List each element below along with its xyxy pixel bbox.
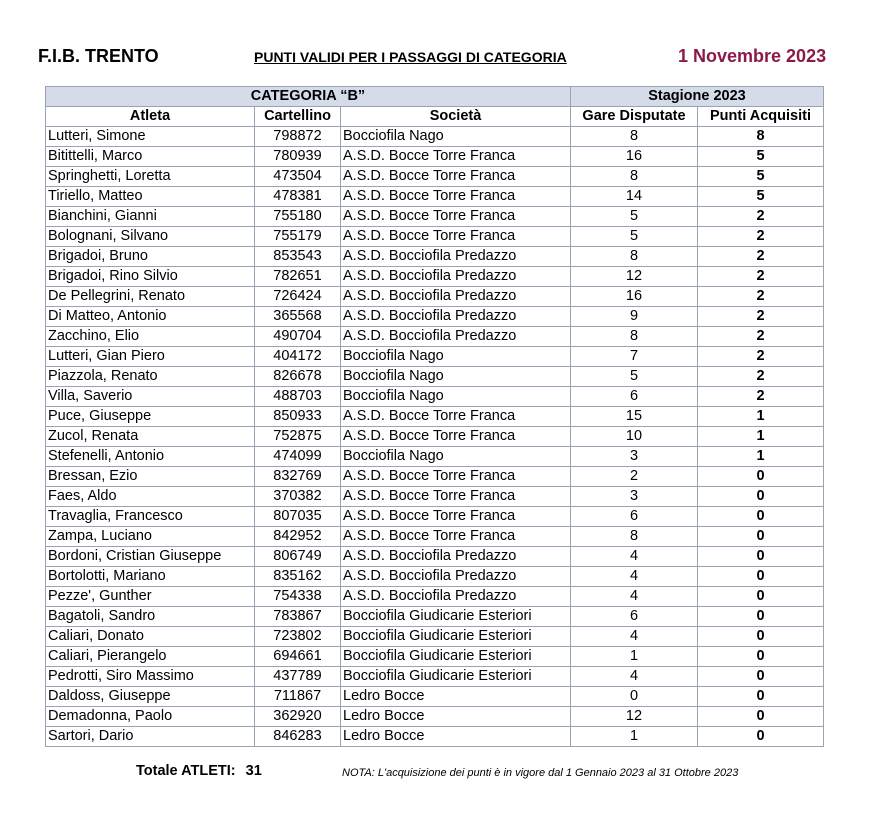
table-row	[46, 647, 824, 667]
points-acquired: 2	[698, 327, 824, 347]
club-name: Ledro Bocce	[341, 707, 571, 727]
games-played: 4	[571, 627, 698, 647]
athlete-name: Zampa, Luciano	[46, 527, 255, 547]
games-played: 16	[571, 147, 698, 167]
club-name: Ledro Bocce	[341, 727, 571, 747]
points-acquired: 2	[698, 287, 824, 307]
games-played: 6	[571, 387, 698, 407]
athlete-name: Travaglia, Francesco	[46, 507, 255, 527]
table-row	[46, 307, 824, 327]
athlete-name: Tiriello, Matteo	[46, 187, 255, 207]
table-row	[46, 607, 824, 627]
card-number: 490704	[255, 327, 341, 347]
games-played: 1	[571, 727, 698, 747]
points-acquired: 2	[698, 207, 824, 227]
games-played: 6	[571, 607, 698, 627]
points-acquired: 0	[698, 547, 824, 567]
games-played: 8	[571, 247, 698, 267]
games-played: 15	[571, 407, 698, 427]
athlete-name: Pezze', Gunther	[46, 587, 255, 607]
table-row	[46, 187, 824, 207]
games-played: 7	[571, 347, 698, 367]
points-acquired: 0	[698, 607, 824, 627]
games-played: 0	[571, 687, 698, 707]
athlete-name: Bolognani, Silvano	[46, 227, 255, 247]
column-header-punti: Punti Acquisiti	[698, 107, 824, 127]
document-date: 1 Novembre 2023	[678, 46, 827, 66]
season-header: Stagione 2023	[571, 87, 824, 107]
card-number: 694661	[255, 647, 341, 667]
table-row	[46, 507, 824, 527]
athlete-name: Lutteri, Gian Piero	[46, 347, 255, 367]
club-name: Bocciofila Giudicarie Esteriori	[341, 647, 571, 667]
club-name: Bocciofila Nago	[341, 347, 571, 367]
total-label: Totale ATLETI:	[136, 763, 236, 779]
club-name: A.S.D. Bocce Torre Franca	[341, 207, 571, 227]
games-played: 3	[571, 487, 698, 507]
club-name: A.S.D. Bocciofila Predazzo	[341, 247, 571, 267]
table-row	[46, 547, 824, 567]
athlete-name: Brigadoi, Rino Silvio	[46, 267, 255, 287]
points-acquired: 0	[698, 567, 824, 587]
card-number: 798872	[255, 127, 341, 147]
column-header-gare: Gare Disputate	[571, 107, 698, 127]
club-name: A.S.D. Bocce Torre Franca	[341, 147, 571, 167]
club-name: Bocciofila Nago	[341, 447, 571, 467]
card-number: 806749	[255, 547, 341, 567]
card-number: 473504	[255, 167, 341, 187]
athletes-table	[45, 86, 824, 747]
club-name: A.S.D. Bocce Torre Franca	[341, 227, 571, 247]
card-number: 362920	[255, 707, 341, 727]
athlete-name: De Pellegrini, Renato	[46, 287, 255, 307]
table-row	[46, 687, 824, 707]
footnote: NOTA: L'acquisizione dei punti è in vigore dal 1 Gennaio 2023 al 31 Ottobre 2023	[342, 767, 739, 779]
club-name: A.S.D. Bocciofila Predazzo	[341, 567, 571, 587]
points-acquired: 0	[698, 707, 824, 727]
card-number: 723802	[255, 627, 341, 647]
club-name: A.S.D. Bocciofila Predazzo	[341, 307, 571, 327]
athlete-name: Daldoss, Giuseppe	[46, 687, 255, 707]
card-number: 711867	[255, 687, 341, 707]
card-number: 853543	[255, 247, 341, 267]
athlete-name: Faes, Aldo	[46, 487, 255, 507]
points-acquired: 0	[698, 487, 824, 507]
table-row	[46, 247, 824, 267]
games-played: 16	[571, 287, 698, 307]
card-number: 437789	[255, 667, 341, 687]
games-played: 5	[571, 207, 698, 227]
club-name: Bocciofila Giudicarie Esteriori	[341, 627, 571, 647]
table-row	[46, 467, 824, 487]
table-row	[46, 427, 824, 447]
card-number: 726424	[255, 287, 341, 307]
table-row	[46, 167, 824, 187]
table-row	[46, 667, 824, 687]
table-row	[46, 347, 824, 367]
card-number: 370382	[255, 487, 341, 507]
points-acquired: 2	[698, 387, 824, 407]
card-number: 755179	[255, 227, 341, 247]
table-row	[46, 627, 824, 647]
points-acquired: 2	[698, 307, 824, 327]
club-name: A.S.D. Bocciofila Predazzo	[341, 287, 571, 307]
athlete-name: Caliari, Donato	[46, 627, 255, 647]
points-acquired: 2	[698, 367, 824, 387]
column-header-atleta: Atleta	[46, 107, 255, 127]
games-played: 4	[571, 587, 698, 607]
document-subject: PUNTI VALIDI PER I PASSAGGI DI CATEGORIA	[254, 49, 567, 65]
points-acquired: 5	[698, 167, 824, 187]
points-acquired: 2	[698, 247, 824, 267]
athlete-name: Zacchino, Elio	[46, 327, 255, 347]
athlete-name: Pedrotti, Siro Massimo	[46, 667, 255, 687]
club-name: A.S.D. Bocce Torre Franca	[341, 527, 571, 547]
games-played: 4	[571, 547, 698, 567]
athlete-name: Bortolotti, Mariano	[46, 567, 255, 587]
points-acquired: 0	[698, 627, 824, 647]
card-number: 755180	[255, 207, 341, 227]
games-played: 12	[571, 267, 698, 287]
card-number: 842952	[255, 527, 341, 547]
club-name: A.S.D. Bocce Torre Franca	[341, 427, 571, 447]
card-number: 780939	[255, 147, 341, 167]
card-number: 365568	[255, 307, 341, 327]
table-row	[46, 707, 824, 727]
table-row	[46, 407, 824, 427]
club-name: A.S.D. Bocciofila Predazzo	[341, 547, 571, 567]
club-name: A.S.D. Bocciofila Predazzo	[341, 587, 571, 607]
table-row	[46, 227, 824, 247]
points-acquired: 0	[698, 507, 824, 527]
club-name: A.S.D. Bocciofila Predazzo	[341, 267, 571, 287]
card-number: 404172	[255, 347, 341, 367]
column-header-cartellino: Cartellino	[255, 107, 341, 127]
points-acquired: 1	[698, 447, 824, 467]
athlete-name: Bitittelli, Marco	[46, 147, 255, 167]
table-row	[46, 147, 824, 167]
table-row	[46, 447, 824, 467]
club-name: Bocciofila Giudicarie Esteriori	[341, 607, 571, 627]
games-played: 8	[571, 327, 698, 347]
table-row	[46, 387, 824, 407]
athlete-name: Bianchini, Gianni	[46, 207, 255, 227]
games-played: 4	[571, 567, 698, 587]
athlete-name: Piazzola, Renato	[46, 367, 255, 387]
table-row	[46, 127, 824, 147]
points-acquired: 8	[698, 127, 824, 147]
club-name: A.S.D. Bocciofila Predazzo	[341, 327, 571, 347]
table-row	[46, 287, 824, 307]
category-header: CATEGORIA “B”	[46, 87, 571, 107]
points-acquired: 1	[698, 427, 824, 447]
card-number: 754338	[255, 587, 341, 607]
points-acquired: 2	[698, 347, 824, 367]
total-value: 31	[245, 763, 262, 779]
column-header-societa: Società	[341, 107, 571, 127]
card-number: 783867	[255, 607, 341, 627]
club-name: A.S.D. Bocce Torre Franca	[341, 507, 571, 527]
athlete-name: Demadonna, Paolo	[46, 707, 255, 727]
club-name: Ledro Bocce	[341, 687, 571, 707]
points-acquired: 0	[698, 687, 824, 707]
table-row	[46, 207, 824, 227]
table-body	[46, 127, 824, 747]
card-number: 832769	[255, 467, 341, 487]
points-acquired: 2	[698, 267, 824, 287]
games-played: 8	[571, 167, 698, 187]
table-row	[46, 727, 824, 747]
points-acquired: 0	[698, 587, 824, 607]
card-number: 846283	[255, 727, 341, 747]
table-row	[46, 487, 824, 507]
card-number: 488703	[255, 387, 341, 407]
table-row	[46, 527, 824, 547]
organization-title: F.I.B. TRENTO	[38, 46, 159, 66]
games-played: 6	[571, 507, 698, 527]
games-played: 9	[571, 307, 698, 327]
club-name: A.S.D. Bocce Torre Franca	[341, 467, 571, 487]
games-played: 4	[571, 667, 698, 687]
table-row	[46, 587, 824, 607]
card-number: 850933	[255, 407, 341, 427]
games-played: 1	[571, 647, 698, 667]
card-number: 782651	[255, 267, 341, 287]
club-name: Bocciofila Nago	[341, 387, 571, 407]
club-name: A.S.D. Bocce Torre Franca	[341, 487, 571, 507]
athlete-name: Di Matteo, Antonio	[46, 307, 255, 327]
athlete-name: Sartori, Dario	[46, 727, 255, 747]
athlete-name: Bagatoli, Sandro	[46, 607, 255, 627]
athlete-name: Villa, Saverio	[46, 387, 255, 407]
games-played: 5	[571, 227, 698, 247]
athlete-name: Bordoni, Cristian Giuseppe	[46, 547, 255, 567]
athlete-name: Zucol, Renata	[46, 427, 255, 447]
card-number: 835162	[255, 567, 341, 587]
athlete-name: Caliari, Pierangelo	[46, 647, 255, 667]
card-number: 474099	[255, 447, 341, 467]
points-acquired: 5	[698, 187, 824, 207]
games-played: 2	[571, 467, 698, 487]
games-played: 10	[571, 427, 698, 447]
points-acquired: 1	[698, 407, 824, 427]
points-acquired: 2	[698, 227, 824, 247]
club-name: Bocciofila Nago	[341, 367, 571, 387]
games-played: 8	[571, 127, 698, 147]
points-acquired: 0	[698, 727, 824, 747]
points-acquired: 5	[698, 147, 824, 167]
table-row	[46, 327, 824, 347]
club-name: Bocciofila Nago	[341, 127, 571, 147]
games-played: 5	[571, 367, 698, 387]
athlete-name: Brigadoi, Bruno	[46, 247, 255, 267]
games-played: 3	[571, 447, 698, 467]
athlete-name: Stefenelli, Antonio	[46, 447, 255, 467]
points-acquired: 0	[698, 467, 824, 487]
club-name: A.S.D. Bocce Torre Franca	[341, 187, 571, 207]
club-name: A.S.D. Bocce Torre Franca	[341, 407, 571, 427]
club-name: A.S.D. Bocce Torre Franca	[341, 167, 571, 187]
points-acquired: 0	[698, 647, 824, 667]
table-row	[46, 267, 824, 287]
athlete-name: Bressan, Ezio	[46, 467, 255, 487]
card-number: 478381	[255, 187, 341, 207]
card-number: 807035	[255, 507, 341, 527]
points-acquired: 0	[698, 527, 824, 547]
points-acquired: 0	[698, 667, 824, 687]
games-played: 14	[571, 187, 698, 207]
athlete-name: Puce, Giuseppe	[46, 407, 255, 427]
athlete-name: Springhetti, Loretta	[46, 167, 255, 187]
card-number: 752875	[255, 427, 341, 447]
club-name: Bocciofila Giudicarie Esteriori	[341, 667, 571, 687]
total-athletes	[136, 763, 262, 779]
games-played: 8	[571, 527, 698, 547]
card-number: 826678	[255, 367, 341, 387]
table-row	[46, 367, 824, 387]
table-row	[46, 567, 824, 587]
athlete-name: Lutteri, Simone	[46, 127, 255, 147]
games-played: 12	[571, 707, 698, 727]
